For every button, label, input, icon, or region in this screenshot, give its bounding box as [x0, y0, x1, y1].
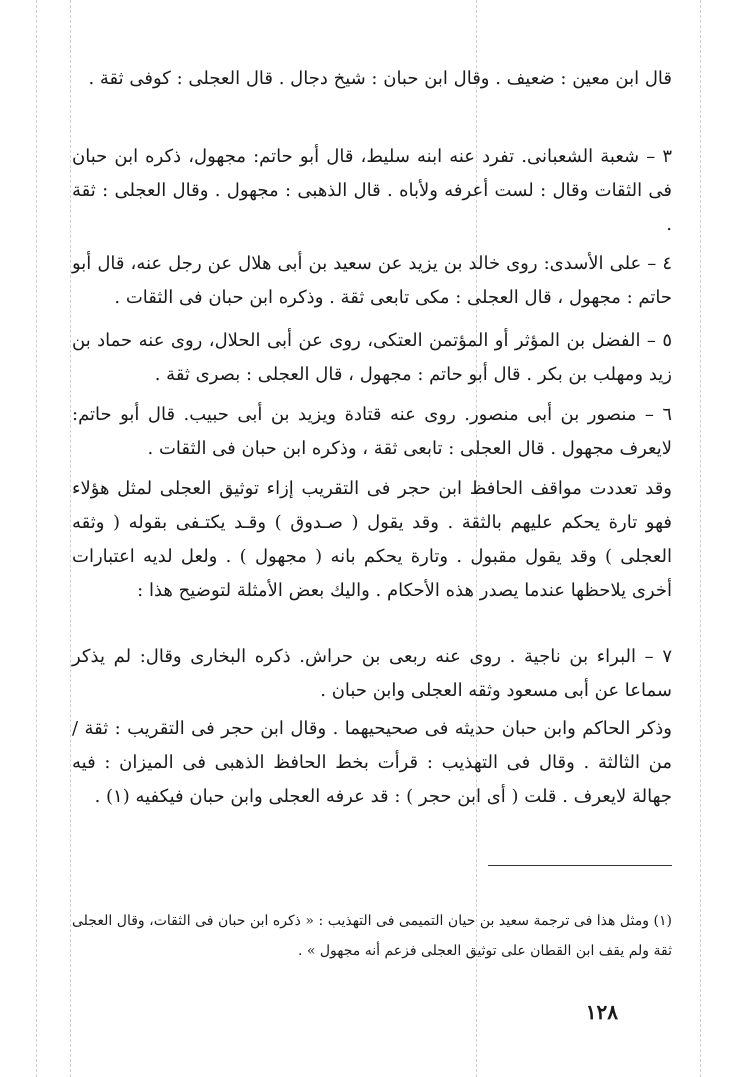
margin-guide	[70, 0, 71, 1077]
footnote: (١) ومثل هذا فى ترجمة سعيد بن حيان التميمى فى التهذيب : « ذكره ابن حبان فى الثقات، وقال العجلى ثقة ولم يقف ابن القطان على توثيق العجلى فزعم أنه مجهول » .	[72, 913, 672, 959]
paragraph-item-6: ٦ – منصور بن أبى منصور. روى عنه قتادة ويزيد بن أبى حبيب. قال أبو حاتم: لايعرف مجهول . قال العجلى : تابعى ثقة ، وذكره ابن حبان فى الثقات .	[72, 404, 672, 459]
paragraph-discussion: وقد تعددت مواقف الحافظ ابن حجر فى التقريب إزاء توثيق العجلى لمثل هؤلاء فهو تارة يحكم عليهم بالثقة . وقد يقول ( صـدوق ) وقـد يكتـفى بقوله ( وثقه العجلى ) وقد يقول مقبول . وتارة يحكم بانه ( مجهول ) . ولعل لديه اعتبارات أخرى يلاحظها عندما يصدر هذه الأحكام . واليك بعض الأمثلة لتوضيح هذا :	[72, 478, 672, 601]
margin-guide	[36, 0, 37, 1077]
paragraph-item-5: ٥ – الفضل بن المؤثر أو المؤتمن العتكى، روى عن أبى الحلال، روى عنه حماد بن زيد ومهلب بن بكر . قال أبو حاتم : مجهول ، قال العجلى : بصرى ثقة .	[72, 330, 672, 385]
footnote-divider	[488, 865, 672, 866]
paragraph-intro: قال ابن معين : ضعيف . وقال ابن حبان : شيخ دجال . قال العجلى : كوفى ثقة .	[88, 68, 672, 89]
page-number: ١٢٨	[585, 1000, 618, 1024]
paragraph-item-4: ٤ – على الأسدى: روى خالد بن يزيد عن سعيد بن أبى هلال عن رجل عنه، قال أبو حاتم : مجهول ، قال العجلى : مكى تابعى ثقة . وذكره ابن حبان فى الثقات .	[72, 253, 672, 308]
paragraph-ibn-hajar: وذكر الحاكم وابن حبان حديثه فى صحيحيهما . وقال ابن حجر فى التقريب : ثقة / من الثالثة . وقال فى التهذيب : قرأت بخط الحافظ الذهبى فى الميزان : فيه جهالة لايعرف . قلت ( أى ابن حجر ) : قد عرفه العجلى وابن حبان فيكفيه (١) .	[72, 718, 672, 807]
paragraph-item-3: ٣ – شعبة الشعبانى. تفرد عنه ابنه سليط، قال أبو حاتم: مجهول، ذكره ابن حبان فى الثقات وقال : لست أعرفه ولأباه . قال الذهبى : مجهول . وقال العجلى : ثقة .	[72, 146, 672, 235]
paragraph-item-7: ٧ – البراء بن ناجية . روى عنه ربعى بن حراش. ذكره البخارى وقال: لم يذكر سماعا عن أبى مسعود وثقه العجلى وابن حبان .	[72, 646, 672, 701]
margin-guide	[700, 0, 701, 1077]
